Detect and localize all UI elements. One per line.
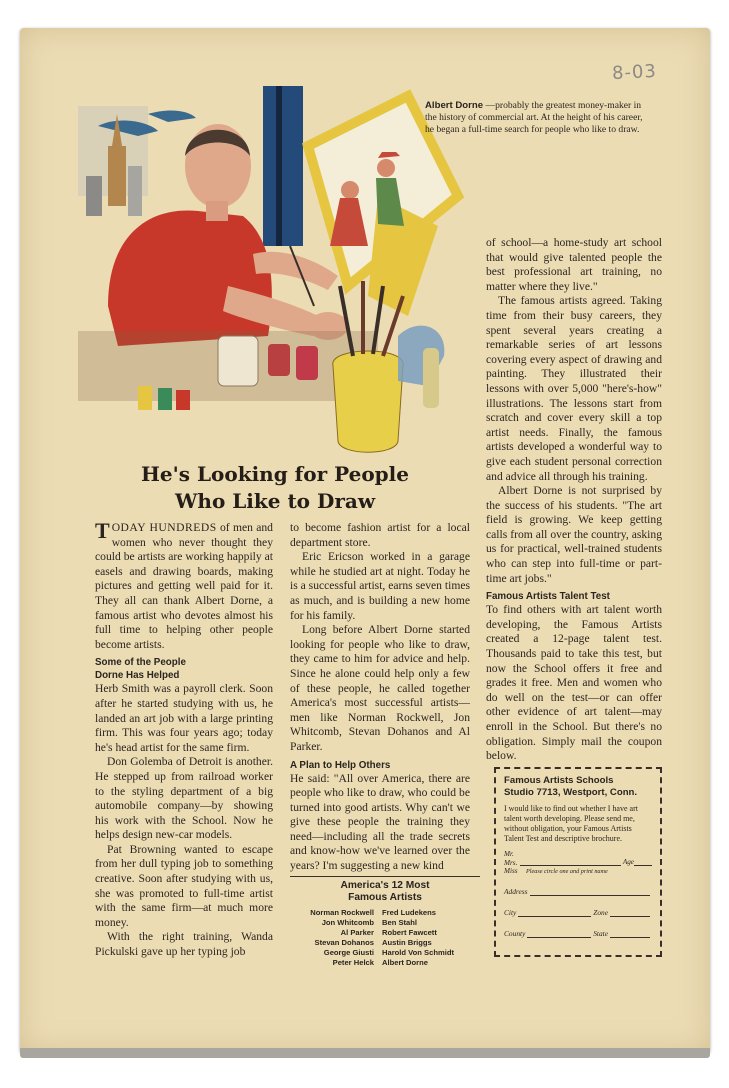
zone-field[interactable]: [610, 908, 650, 917]
coupon-header: [504, 775, 652, 799]
name-field[interactable]: [520, 851, 621, 866]
state-label: State: [593, 928, 608, 938]
artist-name: Peter Helck: [332, 958, 374, 967]
paragraph-wanda-pickulski: With the right training, Wanda Pickulski gave up her typing job: [95, 930, 273, 959]
age-field[interactable]: [634, 857, 652, 866]
city-label: City: [504, 907, 517, 917]
mail-in-coupon[interactable]: [494, 767, 662, 957]
paragraph-herb-smith: Herb Smith was a payroll clerk. Soon after he started studying with us, he landed an art job with a large printing firm. This was four years ago; today he's head artist for the same firm.: [95, 682, 273, 754]
page-edge-shadow: [20, 1048, 710, 1058]
coupon-header-line-2: Studio 7713, Westport, Conn.: [504, 787, 638, 798]
paragraph-pat-browning: Pat Browning wanted to escape from her dull typing job to something creative. Soon after studying with us, she was promoted to full-time artist with the same firm—at much more money.: [95, 842, 273, 929]
artist-name: Harold Von Schmidt: [382, 948, 455, 957]
subhead-line-2: Dorne Has Helped: [95, 670, 180, 682]
paragraph-long-before: Long before Albert Dorne started looking for people who like to draw, they came to him for advice and help. Since he alone could help only a few of these people, he called together America's most successful artists—men like Norman Rockwell, Jon Whitcomb, Stevan Dohanos and Al Parker.: [290, 623, 470, 753]
column-3: [486, 236, 662, 764]
column-1: [95, 518, 273, 960]
paragraph-artists-agreed: The famous artists agreed. Taking time from their busy careers, they spent several years creating a remarkable series of art lessons covering every aspect of drawing and painting. They illustrated their lessons with over 5,000 "here's-how" illustrations. The lessons start from scratch and cover every skill a top artist needs. Finally, the famous artists developed a wonderful way to give each student personal correction and advice all through his training.: [486, 294, 662, 483]
coupon-salutations: [504, 850, 518, 876]
artist-name: Norman Rockwell: [310, 908, 374, 917]
illustration-caption: [425, 100, 645, 137]
intro-rest: of men and women who never thought they could be artists are working happily at easels and drawing boards, making pictures and getting well paid for it. They all can thank Albert Dorne, a famous artist who devotes almost his full time to helping other people become artists.: [95, 521, 273, 651]
address-label: Address: [504, 886, 528, 896]
address-row: [504, 887, 652, 896]
address-field[interactable]: [530, 887, 650, 896]
artist-name: George Giusti: [323, 948, 374, 957]
artist-name: Robert Fawcett: [382, 928, 437, 937]
subhead-talent-test: Famous Artists Talent Test: [486, 591, 610, 603]
coupon-hint: Please circle one and print name: [526, 867, 608, 875]
city-field[interactable]: [518, 908, 591, 917]
caption-name: Albert Dorne: [425, 100, 484, 111]
column-2: [290, 521, 470, 874]
paragraph-talent-test: To find others with art talent worth developing, the Famous Artists created a 12-page talent test. Thousands paid to take this test, but now the School offers it free and grades it free. Men and women who do well on the test—or can offer other evidence of art talent—may enroll in the School. But there's no obligation. Simply mail the coupon below.: [486, 603, 662, 763]
artist-name: Albert Dorne: [382, 958, 428, 967]
paragraph-eric-ericson: Eric Ericson worked in a garage while he studied art at night. Today he is a successful artist, earns seven times as much, and is building a new home for his family.: [290, 550, 470, 622]
artist-name: Al Parker: [340, 928, 374, 937]
drop-cap: T: [95, 518, 110, 543]
paragraph-not-surprised: Albert Dorne is not surprised by the success of his students. "The art field is growing. We keep getting calls from all over the country, asking us for practical, well-trained students who can step into full-time or part-time art jobs.": [486, 484, 662, 585]
artist-name: Jon Whitcomb: [321, 918, 374, 927]
headline-line-1: He's Looking for People: [141, 462, 409, 486]
salutation-mr[interactable]: Mr.: [504, 850, 514, 858]
caption-text: —probably the greatest money-maker in the history of commercial art. At the height of his career, he began a full-time search for people who like to draw.: [425, 100, 643, 136]
artist-list: [290, 908, 480, 968]
pencil-mark: 8-03: [611, 60, 658, 85]
zone-label: Zone: [593, 907, 608, 917]
paragraph-fashion-artist: to become fashion artist for a local department store.: [290, 521, 470, 549]
paragraph-home-study: of school—a home-study art school that would give talented people the best professional art training, no matter where they live.": [486, 236, 662, 293]
coupon-header-line-1: Famous Artists Schools: [504, 775, 614, 786]
subhead-line-1: Some of the People: [95, 657, 186, 669]
paragraph-he-said: He said: "All over America, there are people who like to draw, who could be turned into good artists. Why can't we give these people the training they need—including all the trade secrets and know-how we've learned over the years? I'm suggesting a new kind: [290, 771, 470, 873]
subhead-plan: A Plan to Help Others: [290, 759, 391, 771]
county-state-row: [504, 929, 652, 938]
state-field[interactable]: [610, 929, 650, 938]
salutation-miss[interactable]: Miss: [504, 867, 518, 876]
subhead-people-helped: [95, 656, 273, 682]
city-zone-row: [504, 908, 652, 917]
county-field[interactable]: [527, 929, 591, 938]
paragraph-don-golemba: Don Golemba of Detroit is another. He stepped up from railroad worker to the styling department of a big automobile company—by showing his work with the School. Now he helps design new-car models.: [95, 755, 273, 842]
famous-artists-title-line-2: Famous Artists: [348, 892, 422, 903]
artist-name: Fred Ludekens: [382, 908, 437, 917]
artist-name: Stevan Dohanos: [314, 938, 374, 947]
albert-dorne-illustration: [78, 86, 468, 458]
age-label: Age: [622, 857, 634, 866]
headline: [100, 461, 450, 515]
artist-name: Austin Briggs: [382, 938, 432, 947]
famous-artists-box: [290, 876, 480, 968]
intro-smallcaps: ODAY HUNDREDS: [111, 521, 217, 534]
famous-artists-title: [290, 880, 480, 904]
headline-line-2: Who Like to Draw: [174, 489, 376, 513]
coupon-description: I would like to find out whether I have art talent worth developing. Please send me, without obligation, your Famous Artists Talent Test and descriptive brochure.: [504, 804, 638, 843]
famous-artists-title-line-1: America's 12 Most: [340, 880, 430, 891]
county-label: County: [504, 928, 526, 938]
artist-name: Ben Stahl: [382, 918, 418, 927]
salutation-mrs[interactable]: Mrs.: [504, 858, 518, 867]
intro-paragraph: [95, 518, 273, 652]
